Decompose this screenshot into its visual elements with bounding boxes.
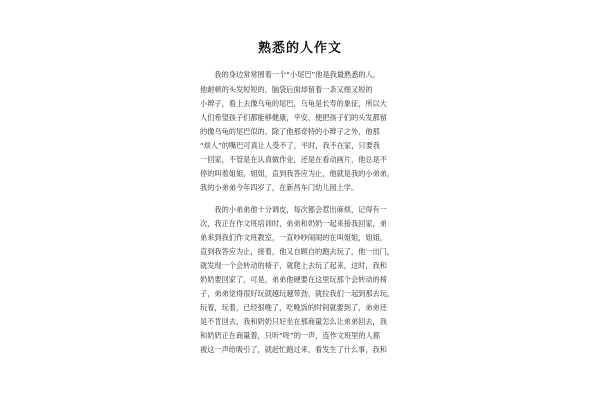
text-line: 和奶奶正在商量着，只听“咚”的一声，连作文班里的人都 xyxy=(200,331,380,340)
text-line: 是不肯回去，我和奶奶只好坐在那商量怎么让弟弟回去，我 xyxy=(200,317,387,326)
text-line: 奶奶要回家了，可是，弟弟他硬要在这里玩那个会转动的椅 xyxy=(200,275,387,284)
text-line: 被这一声给吸引了，就赶忙跑过来，看发生了什么事，我和 xyxy=(200,345,387,354)
text-line: 的像乌龟的尾巴似的。除了他那奇特的小辫子之外，他那 xyxy=(200,127,380,136)
text-line: 直到我答应为止，接着，他又自顾自的跑去玩了，他一出门， xyxy=(200,247,395,256)
essay-title: 熟悉的人作文 xyxy=(257,41,342,56)
text-line: 一回家，不管是在认真做作业，还是在看动画片，他总是不 xyxy=(200,155,387,164)
text-line: 次，我正在作文班培训时，弟弟和奶奶一起来接我回家，弟 xyxy=(200,219,387,228)
text-line: 就发现一个会转动的椅子，就爬上去玩了起来，这时，我和 xyxy=(200,261,387,270)
text-line: 弟来到我们作文班教室，一直吵吵闹闹的在叫姐姐，姐姐， xyxy=(200,233,387,242)
text-line: 人们希望孩子们都能够健康，平安，便把孩子们的头发都留 xyxy=(200,113,387,122)
text-line: 小辫子，看上去像乌龟的尾巴，乌龟是长寿的象征，所以大 xyxy=(200,99,387,108)
text-line: 停的叫着姐姐，姐姐，直到我答应为止，他就是我的小弟弟， xyxy=(200,169,395,178)
text-line: “烦人”的嘴巴可真让人受不了，平时，我不在家，只要我 xyxy=(200,141,380,150)
text-line: 我的身边常常围着一个“小尾巴”他是我最熟悉的人， xyxy=(200,70,380,79)
text-line: 我的小弟弟他十分调皮，每次都会惹出麻烦，记得有一 xyxy=(200,205,387,214)
text-line: 子，弟弟觉得很好玩就越玩越带劲，就拉我们一起到那去玩， xyxy=(200,289,395,298)
text-line: 我的小弟弟今年四岁了，在新昌车门幼儿园上学。 xyxy=(200,183,359,192)
text-line: 玩着，玩着，已经很晚了，吃晚饭的时间就要到了，弟弟还 xyxy=(200,303,387,312)
text-line: 他耐顿的头发短短的，脑袋后面却留着一条又细又短的 xyxy=(200,85,373,94)
